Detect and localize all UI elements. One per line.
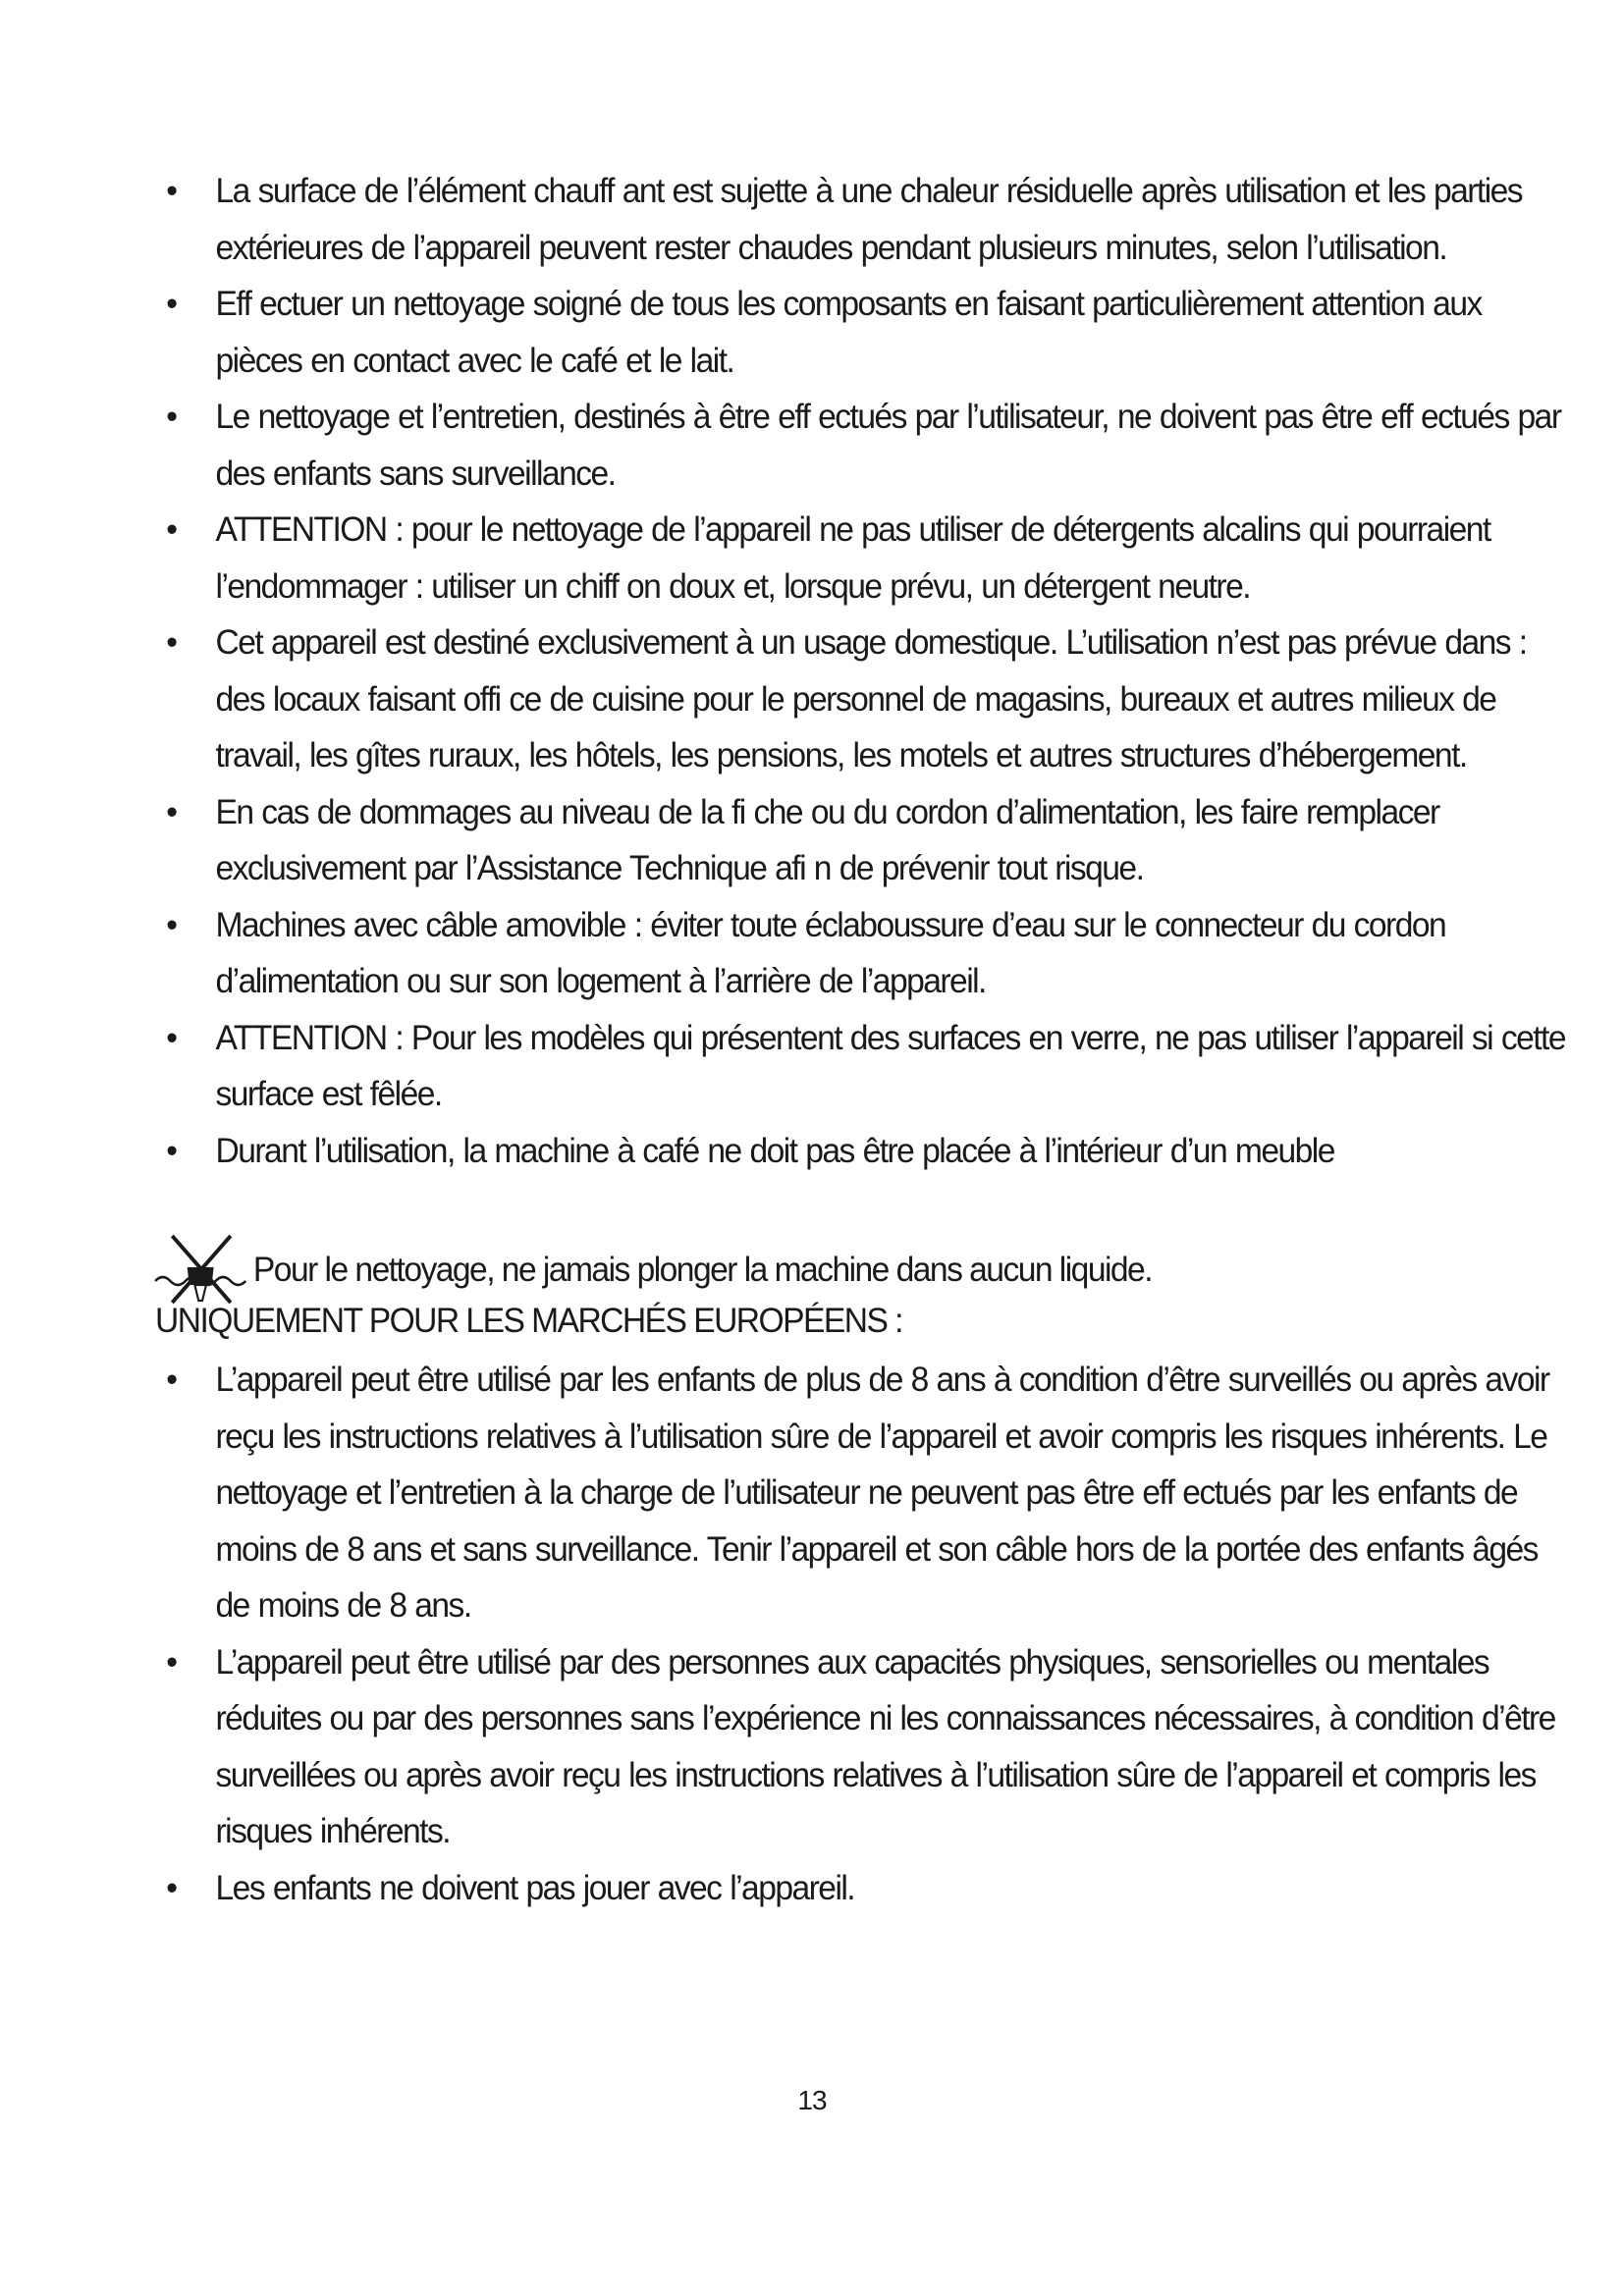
list-item <box>157 1860 1573 1917</box>
list-item <box>157 1634 1573 1860</box>
list-item-text: L’appareil peut être utilisé par des personnes aux capacités physiques, sensorielles ou mentales réduites ou par des personnes sans l’expérience ni les connaissances nécessaires, à condition d’être surveillées ou après avoir reçu les instructions relatives à l’utilisation sûre de l’appareil et compris les risques inhérents. <box>215 1642 1555 1850</box>
list-item-text: Le nettoyage et l’entretien, destinés à être eff ectués par l’utilisateur, ne doivent pas être eff ectués par des enfants sans surveillance. <box>215 398 1561 493</box>
bullet-icon: • <box>166 1642 177 1682</box>
bullet-icon: • <box>166 510 177 549</box>
list-item-text: ATTENTION : pour le nettoyage de l’appareil ne pas utiliser de détergents alcalins qui pourraient l’endommager : utiliser un chiff on doux et, lorsque prévu, un détergent neutre. <box>215 510 1490 606</box>
bullet-icon: • <box>166 1018 177 1057</box>
bullet-icon: • <box>166 1131 177 1170</box>
bullet-icon: • <box>166 792 177 831</box>
list-item <box>157 276 1573 389</box>
bullet-icon: • <box>166 623 177 662</box>
safety-list-eu <box>157 1352 1555 1916</box>
immersion-warning <box>157 1216 1512 1295</box>
immersion-warning-text: Pour le nettoyage, ne jamais plonger la machine dans aucun liquide. <box>252 1251 1153 1289</box>
list-item <box>157 897 1573 1010</box>
list-item <box>157 784 1573 897</box>
list-item-text: Durant l’utilisation, la machine à café ne doit pas être placée à l’intérieur d’un meuble <box>215 1131 1334 1170</box>
list-item <box>157 389 1573 502</box>
immersion-warning-line <box>157 1216 1458 1295</box>
bullet-icon: • <box>166 398 177 436</box>
section-heading-eu: UNIQUEMENT POUR LES MARCHÉS EUROPÉENS : <box>155 1302 902 1340</box>
list-item <box>157 502 1573 614</box>
list-item <box>157 1352 1573 1634</box>
document-page <box>155 163 1565 1916</box>
list-item-text: Cet appareil est destiné exclusivement à un usage domestique. L’utilisation n’est pas prévue dans : des locaux faisant offi ce de cuisine pour le personnel de magasins, bureaux et autres milieux de travail, les gîtes ruraux, les hôtels, les pensions, les motels et autres structures d’hébergement. <box>215 623 1527 774</box>
list-item-text: ATTENTION : Pour les modèles qui présentent des surfaces en verre, ne pas utiliser l’appareil si cette surface est fêlée. <box>215 1018 1565 1113</box>
bullet-icon: • <box>166 1361 177 1399</box>
list-item <box>157 614 1573 784</box>
bullet-icon: • <box>166 905 177 944</box>
safety-list-general <box>157 163 1565 1179</box>
bullet-icon: • <box>166 1868 177 1907</box>
list-item-text: L’appareil peut être utilisé par les enfants de plus de 8 ans à condition d’être surveillés ou après avoir reçu les instructions relatives à l’utilisation sûre de l’appareil et avoir compris les risques inhérents. Le nettoyage et l’entretien à la charge de l’utilisateur ne peuvent pas être eff ectués par les enfants de moins de 8 ans et sans surveillance. Tenir l’appareil et son câble hors de la portée des enfants âgés de moins de 8 ans. <box>215 1361 1549 1625</box>
bullet-icon: • <box>166 172 177 210</box>
list-item-text: Machines avec câble amovible : éviter toute éclaboussure d’eau sur le connecteur du cordon d’alimentation ou sur son logement à l’arrière de l’appareil. <box>215 905 1446 1000</box>
list-item-text: Les enfants ne doivent pas jouer avec l’appareil. <box>215 1868 855 1907</box>
list-item <box>157 1123 1573 1180</box>
bullet-icon: • <box>166 285 177 323</box>
list-item-text: La surface de l’élément chauff ant est sujette à une chaleur résiduelle après utilisation et les parties extérieures de l’appareil peuvent rester chaudes pendant plusieurs minutes, selon l’utilisation. <box>215 172 1523 267</box>
list-item <box>157 1010 1573 1123</box>
list-item-text: Eff ectuer un nettoyage soigné de tous les composants en faisant particulièrement attention aux pièces en contact avec le café et le lait. <box>215 285 1482 380</box>
list-item-text: En cas de dommages au niveau de la fi che ou du cordon d’alimentation, les faire remplacer exclusivement par l’Assistance Technique afi n de prévenir tout risque. <box>215 792 1439 887</box>
page-number: 13 <box>797 2085 827 2115</box>
list-item <box>157 163 1573 276</box>
